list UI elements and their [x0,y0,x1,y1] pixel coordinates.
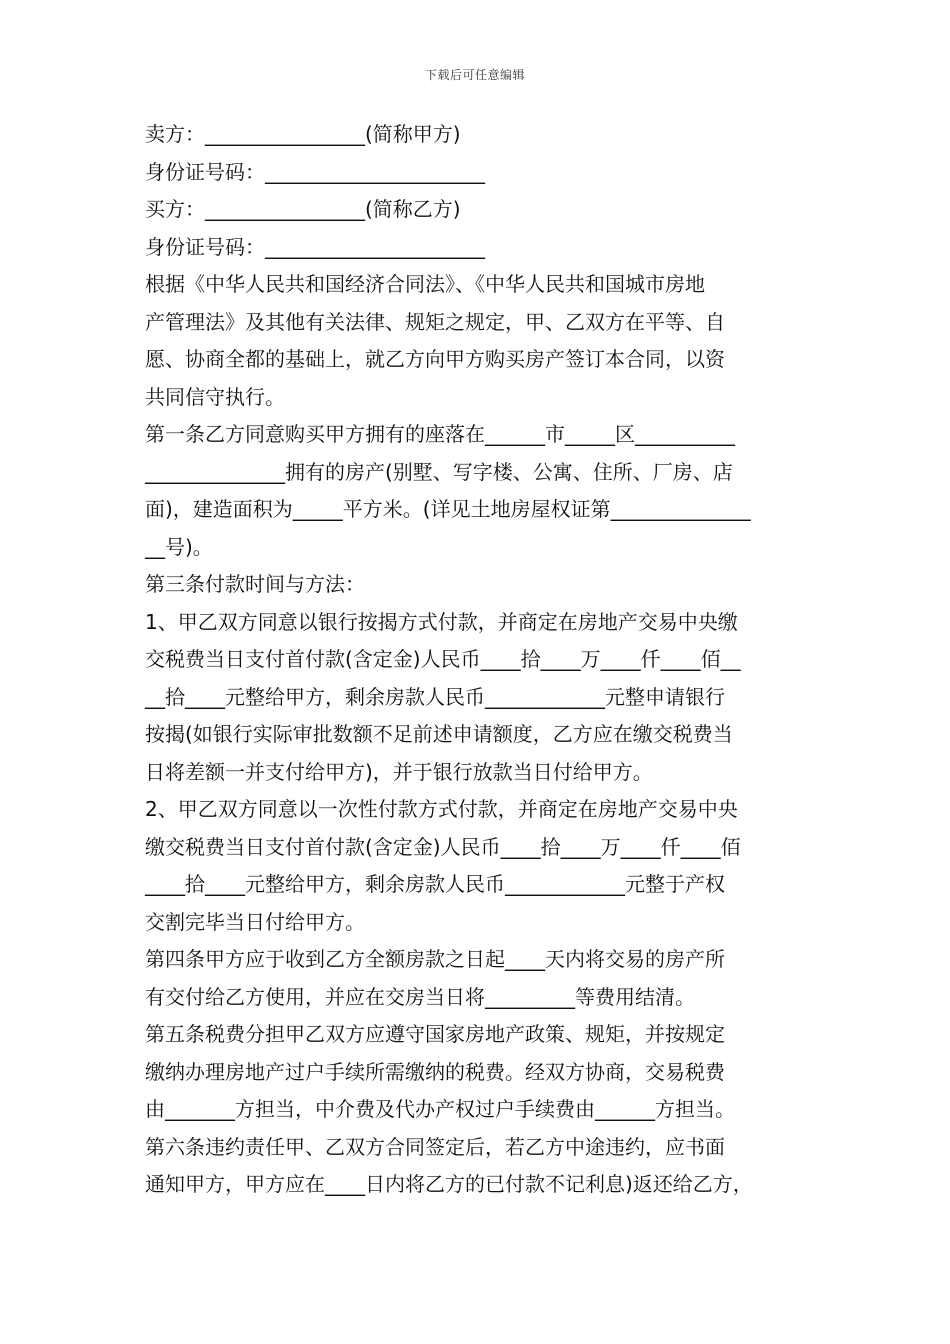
contract-line: 1、甲乙双方同意以银行按揭方式付款，并商定在房地产交易中央缴 [145,609,738,634]
contract-line: 面)，建造面积为_____平方米。(详见土地房屋权证第______________ [145,497,751,521]
contract-line: 第六条违约责任甲、乙双方合同签定后，若乙方中途违约，应书面 [145,1134,725,1159]
contract-line: 2、甲乙双方同意以一次性付款方式付款，并商定在房地产交易中央 [145,797,738,821]
contract-line: 第五条税费分担甲乙双方应遵守国家房地产政策、规矩，并按规定 [145,1022,725,1046]
contract-line: ____拾____元整给甲方，剩余房款人民币____________元整于产权 [145,872,725,896]
contract-line: 通知甲方，甲方应在____日内将乙方的已付款不记利息)返还给乙方， [145,1172,753,1196]
contract-line: 身份证号码：______________________ [145,159,485,184]
contract-line: 有交付给乙方使用，并应在交房当日将_________等费用结清。 [145,984,695,1009]
contract-line: 身份证号码：______________________ [145,234,485,259]
header-note: 下载后可任意编辑 [424,68,525,82]
contract-line: __拾____元整给甲方，剩余房款人民币____________元整申请银行 [145,684,725,709]
contract-line: 缴纳办理房地产过户手续所需缴纳的税费。经双方协商，交易税费 [145,1059,725,1084]
contract-line: 买方：________________(简称乙方) [145,197,461,221]
contract-line: 由_______方担当，中介费及代办产权过户手续费由______方担当。 [145,1097,735,1121]
contract-line: 日将差额一并支付给甲方)，并于银行放款当日付给甲方。 [145,759,653,784]
contract-line: 根据《中华人民共和国经济合同法》、《中华人民共和国城市房地 [145,272,705,296]
contract-line: 交税费当日支付首付款(含定金)人民币____拾____万____仟____佰__ [145,647,741,671]
contract-line: 缴交税费当日支付首付款(含定金)人民币____拾____万____仟____佰 [145,834,741,859]
contract-line: __号)。 [145,534,213,559]
contract-line: ______________拥有的房产(别墅、写字楼、公寓、住所、厂房、店 [145,459,733,484]
contract-line: 第三条付款时间与方法： [145,572,365,596]
contract-line: 第四条甲方应于收到乙方全额房款之日起____天内将交易的房产所 [145,947,725,971]
contract-line: 按揭(如银行实际审批数额不足前述申请额度，乙方应在缴交税费当 [145,722,733,746]
contract-body [145,116,813,1204]
contract-line: 产管理法》及其他有关法律、规矩之规定，甲、乙双方在平等、自 [145,309,725,334]
contract-line: 第一条乙方同意购买甲方拥有的座落在______市_____区__________ [145,422,735,446]
contract-line: 卖方：________________(简称甲方) [145,122,461,146]
contract-line: 愿、协商全都的基础上，就乙方向甲方购买房产签订本合同，以资 [145,347,725,371]
contract-line: 交割完毕当日付给甲方。 [145,909,365,934]
contract-line: 共同信守执行。 [145,384,285,409]
